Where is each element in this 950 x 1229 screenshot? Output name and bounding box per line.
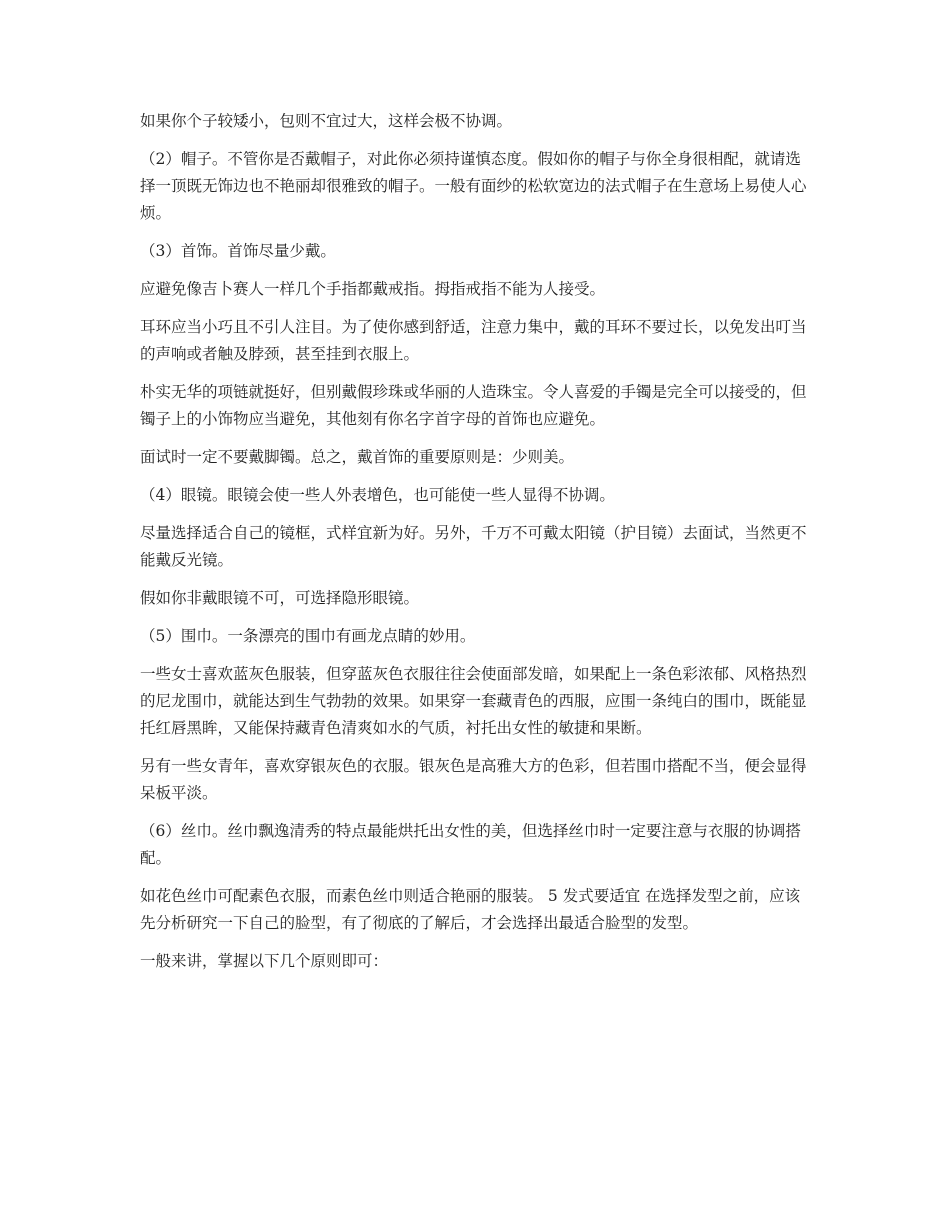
paragraph-scarf: （5）围巾。一条漂亮的围巾有画龙点睛的妙用。	[140, 627, 476, 645]
paragraph-frames: 尽量选择适合自己的镜框，式样宜新为好。另外，千万不可戴太阳镜（护目镜）去面试，当然更不能戴反光镜。	[140, 524, 807, 569]
paragraph-glasses: （4）眼镜。眼镜会使一些人外表增色，也可能使一些人显得不协调。	[140, 486, 615, 504]
document-body	[140, 108, 812, 986]
paragraph-silver-gray: 另有一些女青年，喜欢穿银灰色的衣服。银灰色是高雅大方的色彩，但若围巾搭配不当，便会显得呆板平淡。	[140, 757, 807, 802]
paragraph-necklace: 朴实无华的项链就挺好，但别戴假珍珠或华丽的人造珠宝。令人喜爱的手镯是完全可以接受的，但镯子上的小饰物应当避免，其他刻有你名字首字母的首饰也应避免。	[140, 383, 807, 428]
paragraph-bag-size: 如果你个子较矮小，包则不宜过大，这样会极不协调。	[140, 112, 513, 130]
paragraph-contacts: 假如你非戴眼镜不可，可选择隐形眼镜。	[140, 589, 420, 607]
paragraph-hairstyle: 如花色丝巾可配素色衣服，而素色丝巾则适合艳丽的服装。 5 发式要适宜 在选择发型之前，应该先分析研究一下自己的脸型，有了彻底的了解后，才会选择出最适合脸型的发型。	[140, 887, 801, 932]
paragraph-rings: 应避免像吉卜赛人一样几个手指都戴戒指。拇指戒指不能为人接受。	[140, 280, 606, 298]
paragraph-principles: 一般来讲，掌握以下几个原则即可：	[140, 952, 389, 970]
paragraph-anklet: 面试时一定不要戴脚镯。总之，戴首饰的重要原则是：少则美。	[140, 448, 575, 466]
paragraph-jewelry: （3）首饰。首饰尽量少戴。	[140, 242, 336, 260]
paragraph-hat: （2）帽子。不管你是否戴帽子，对此你必须持谨慎态度。假如你的帽子与你全身很相配，就请选择一顶既无饰边也不艳丽却很雅致的帽子。一般有面纱的松软宽边的法式帽子在生意场上易使人心烦。	[140, 150, 807, 222]
paragraph-scarf-colors: 一些女士喜欢蓝灰色服装，但穿蓝灰色衣服往往会使面部发暗，如果配上一条色彩浓郁、风格热烈的尼龙围巾，就能达到生气勃勃的效果。如果穿一套藏青色的西服，应围一条纯白的围巾，既能显托红唇黑眸，又能保持藏青色清爽如水的气质，衬托出女性的敏捷和果断。	[140, 665, 807, 737]
paragraph-earrings: 耳环应当小巧且不引人注目。为了使你感到舒适，注意力集中，戴的耳环不要过长，以免发出叮当的声响或者触及脖颈，甚至挂到衣服上。	[140, 318, 807, 363]
paragraph-silk-scarf: （6）丝巾。丝巾飘逸清秀的特点最能烘托出女性的美，但选择丝巾时一定要注意与衣服的协调搭配。	[140, 822, 801, 867]
